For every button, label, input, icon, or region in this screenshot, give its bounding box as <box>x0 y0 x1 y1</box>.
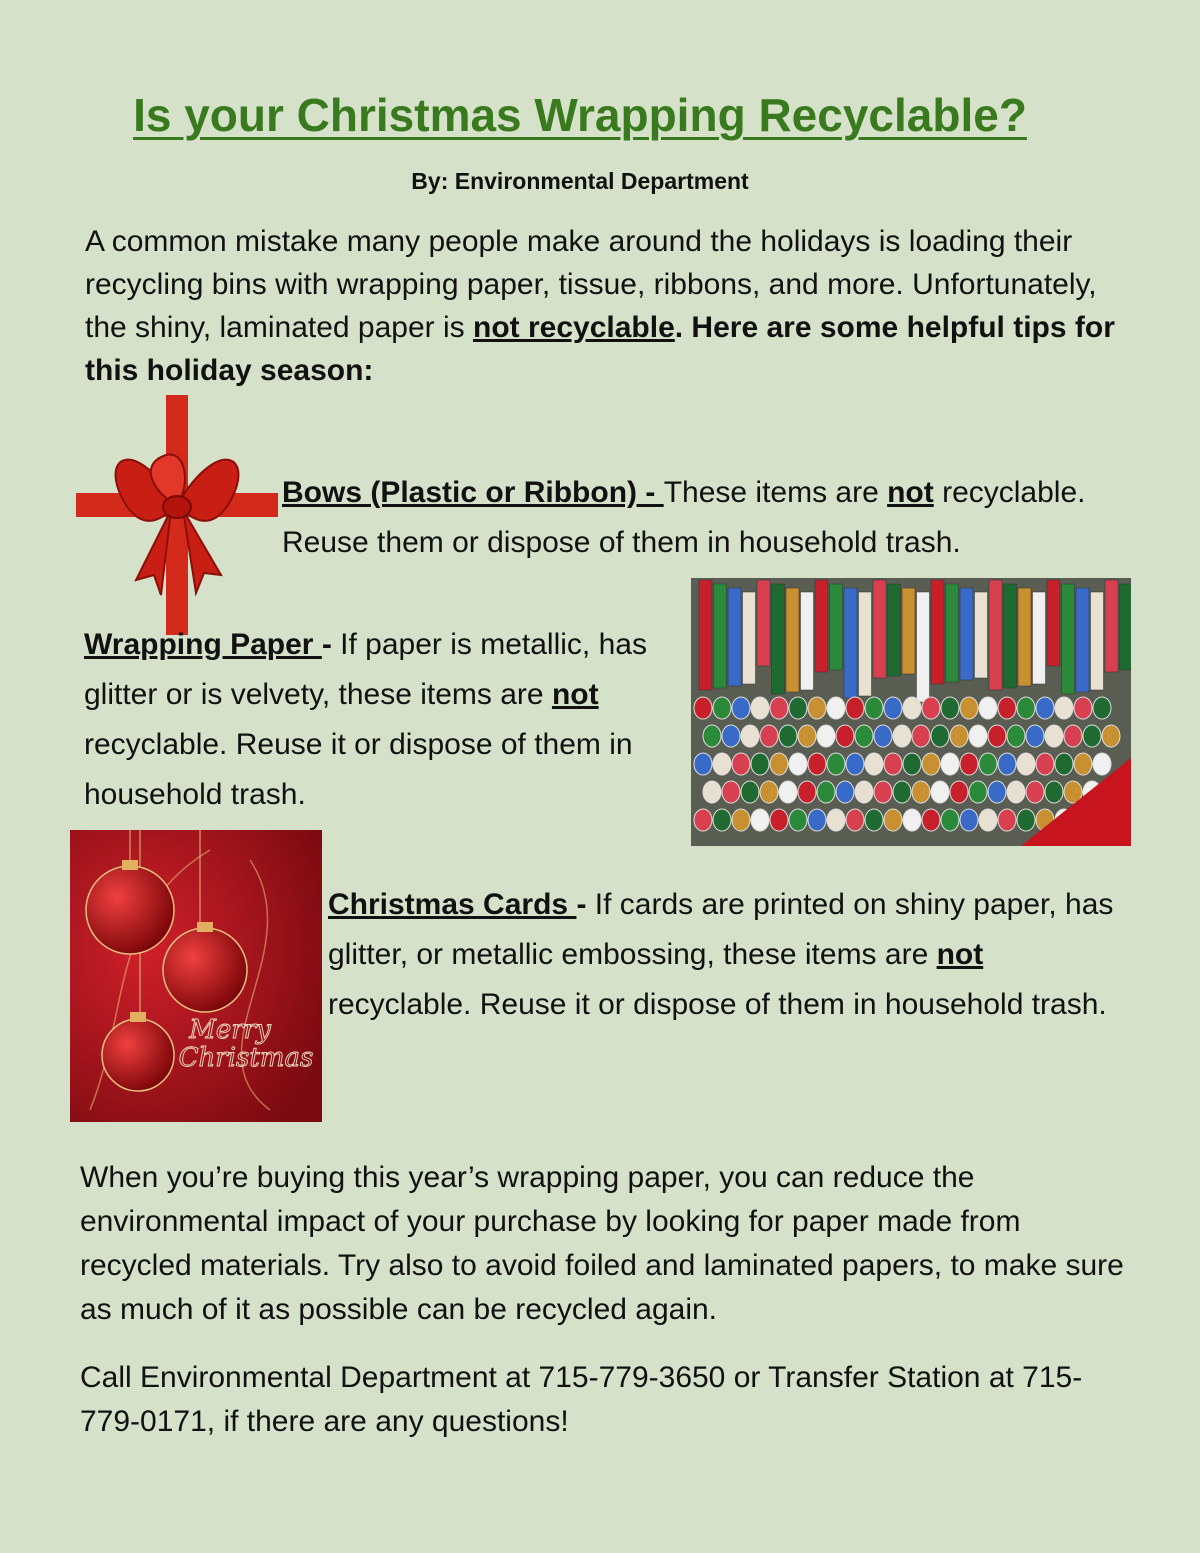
bows-paragraph <box>282 468 1102 568</box>
closing-paragraph: When you’re buying this year’s wrapping paper, you can reduce the environmental impact of your purchase by looking for paper made from recycled materials. Try also to avoid foiled and laminated papers, to make sure as much of it as possible can be recycled again. <box>80 1161 1124 1326</box>
wrapping-text-2: recyclable. Reuse it or dispose of them in household trash. <box>84 728 633 811</box>
wrapping-emphasis: not <box>551 678 599 711</box>
intro-text: A common mistake many people make around the holidays is loading their recycling bins with wrapping paper, tissue, ribbons, and more. Unfortunately, the shiny, laminated paper is <box>85 225 1097 344</box>
bow-image <box>76 395 278 635</box>
cards-heading: Christmas Cards <box>328 888 577 921</box>
wrapping-paragraph <box>84 620 684 820</box>
bows-text-1: These items are <box>663 476 888 509</box>
wrapping-dash: - <box>321 628 341 661</box>
intro-paragraph <box>85 220 1125 392</box>
page-title: Is your Christmas Wrapping Recyclable? <box>133 89 1027 141</box>
cards-text-2: recyclable. Reuse it or dispose of them in household trash. <box>328 988 1107 1021</box>
cards-emphasis: not <box>936 938 984 971</box>
bows-text-2: recyclable. Reuse them or dispose of them in household trash. <box>282 476 1086 559</box>
cards-paragraph <box>328 880 1118 1030</box>
bows-heading: Bows (Plastic or Ribbon) - <box>282 476 664 509</box>
wrapping-text-1: If paper is metallic, has glitter or is velvety, these items are <box>84 628 647 711</box>
intro-tips: . Here are some helpful tips for this holiday season: <box>85 311 1115 387</box>
card-merry-text: Merry <box>189 1015 271 1045</box>
intro-emphasis: not recyclable <box>473 311 675 344</box>
wrapping-paper-photo <box>691 578 1131 846</box>
bows-emphasis: not <box>887 476 934 509</box>
contact-paragraph: Call Environmental Department at 715-779-3650 or Transfer Station at 715-779-0171, if there are any questions! <box>80 1361 1083 1438</box>
byline: By: Environmental Department <box>411 168 749 194</box>
cards-dash: - <box>576 888 595 921</box>
christmas-card-image <box>70 830 322 1122</box>
cards-text-1: If cards are printed on shiny paper, has glitter, or metallic embossing, these items are <box>328 888 1114 971</box>
wrapping-heading: Wrapping Paper <box>84 628 322 661</box>
card-christmas-text: Christmas <box>178 1043 314 1073</box>
